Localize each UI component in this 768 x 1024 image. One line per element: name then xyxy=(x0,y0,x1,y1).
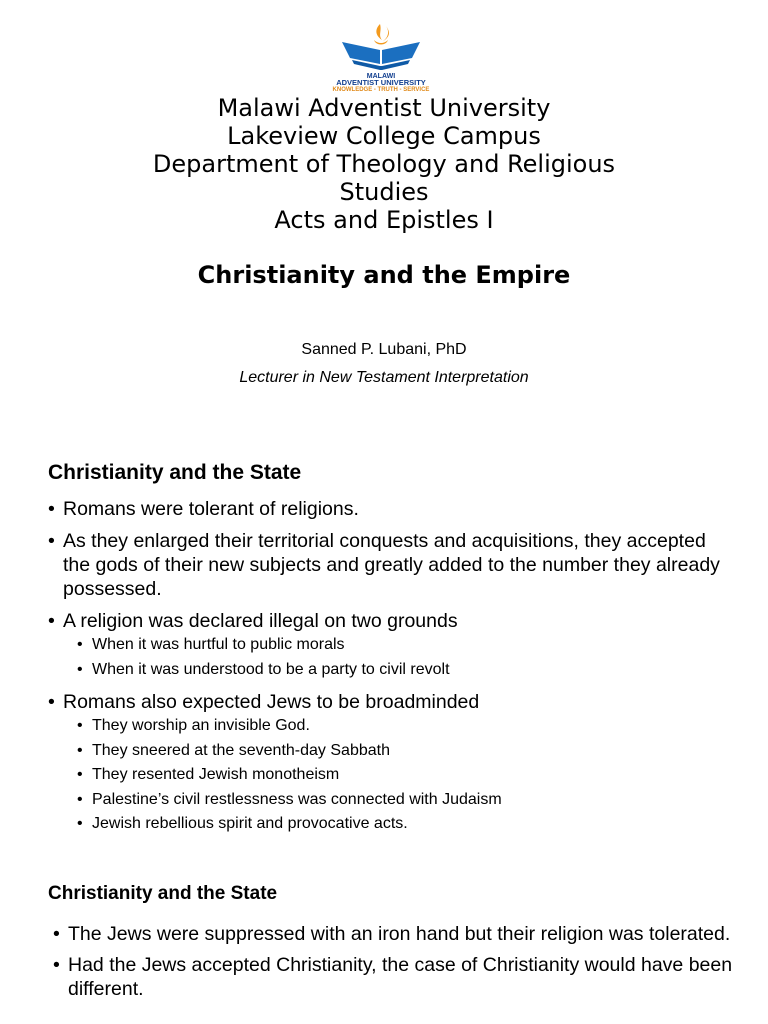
author-role: Lecturer in New Testament Interpretation xyxy=(239,369,529,386)
bullet-list xyxy=(48,497,738,837)
sub-list-item: • When it was understood to be a party to civil revolt xyxy=(48,658,738,683)
sub-list-item: • They resented Jewish monotheism xyxy=(48,763,738,788)
sub-list-item: • When it was hurtful to public morals xyxy=(48,633,738,658)
list-item: • Had the Jews accepted Christianity, the case of Christianity would have been different. xyxy=(53,953,743,1001)
title-line-campus: Lakeview College Campus xyxy=(227,122,541,150)
list-item: • The Jews were suppressed with an iron hand but their religion was tolerated. xyxy=(53,922,743,946)
logo-line1: MALAWI xyxy=(366,73,396,80)
sub-list-item: • Palestine’s civil restlessness was connected with Judaism xyxy=(48,788,738,813)
title-line-university: Malawi Adventist University xyxy=(217,94,551,122)
section-heading: Christianity and the State xyxy=(48,461,302,484)
list-item: • As they enlarged their territorial conquests and acquisitions, they accepted the gods of their new subjects and greatly added to the number they already possessed. xyxy=(48,529,738,601)
sub-list-item: • They worship an invisible God. xyxy=(48,714,738,739)
title-line-department-cont: Studies xyxy=(339,178,429,206)
page-title: Christianity and the Empire xyxy=(197,261,571,289)
bullet-list xyxy=(53,922,743,1001)
title-line-department: Department of Theology and Religious xyxy=(152,150,616,178)
sub-list-item: • They sneered at the seventh-day Sabbath xyxy=(48,739,738,764)
open-book-icon xyxy=(342,42,420,70)
author-name: Sanned P. Lubani, PhD xyxy=(301,341,467,358)
list-item: • Romans also expected Jews to be broadminded xyxy=(48,690,738,714)
title-line-course: Acts and Epistles I xyxy=(274,206,494,234)
university-logo xyxy=(296,20,466,92)
section-heading: Christianity and the State xyxy=(48,883,278,904)
title-block xyxy=(0,94,768,234)
list-item: • A religion was declared illegal on two grounds xyxy=(48,609,738,633)
logo-motto: KNOWLEDGE - TRUTH - SERVICE xyxy=(332,87,430,92)
list-item: • Romans were tolerant of religions. xyxy=(48,497,738,521)
logo-line2: ADVENTIST UNIVERSITY xyxy=(336,78,426,87)
sub-list-item: • Jewish rebellious spirit and provocative acts. xyxy=(48,812,738,837)
flame-icon xyxy=(374,24,389,45)
